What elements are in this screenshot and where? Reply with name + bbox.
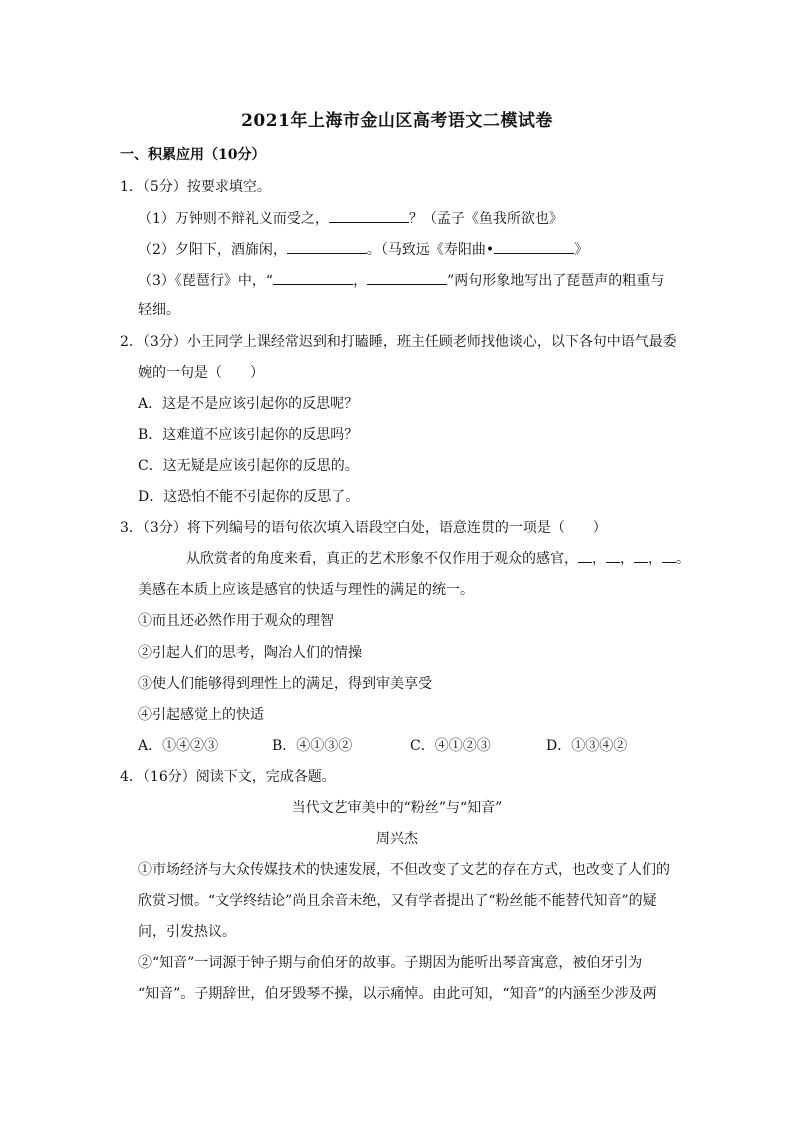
question-3-item-3: ③使人们能够得到理性上的满足，得到审美享受 [138,676,432,692]
answer-blank[interactable] [329,208,409,223]
question-2-stem: 2．（3分）小王同学上课经常迟到和打瞌睡，班主任顾老师找他谈心，以下各句中语气最委 [120,334,677,350]
question-3-passage-2: 美感在本质上应该是感官的快适与理性的满足的统一。 [138,582,474,598]
answer-blank[interactable] [494,239,574,254]
question-2-option-d[interactable]: D．这恐怕不能不引起你的反思了。 [138,489,360,505]
question-3-option-b[interactable]: B．④①③② [272,738,353,754]
question-1-item-2 [138,239,588,260]
answer-blank[interactable] [634,550,648,563]
answer-blank[interactable] [606,550,620,563]
answer-blank[interactable] [578,550,592,563]
article-paragraph-1-line-1: ①市场经济与大众传媒技术的快速发展，不但改变了文艺的存在方式，也改变了人们的 [138,862,670,878]
q1-item2-close: 》 [574,242,589,258]
question-1-item-3 [138,270,664,291]
answer-blank[interactable] [273,270,353,285]
question-1-item-3-cont: 轻细。 [138,302,180,318]
question-3-item-1: ①而且还必然作用于观众的理智 [138,613,334,629]
question-3-item-2: ②引起人们的思考，陶冶人们的情操 [138,645,362,661]
article-author: 周兴杰 [376,831,418,847]
question-3-stem: 3．（3分）将下列编号的语句依次填入语段空白处，语意连贯的一项是（ ） [120,520,607,536]
q1-item1-source: ？（孟子《鱼我所欲也》 [408,211,563,227]
section-heading: 一、积累应用（10分） [120,147,266,163]
question-2-option-c[interactable]: C．这无疑是应该引起你的反思的。 [138,458,359,474]
q3-sep: ， [648,551,662,567]
answer-blank[interactable] [662,550,676,563]
q1-item3-comma: ， [353,273,368,289]
q3-end: 。 [676,551,690,567]
question-3-item-4: ④引起感觉上的快适 [138,707,264,723]
q1-item2-source: 。（马致远《寿阳曲• [366,242,495,258]
question-3-option-a[interactable]: A．①④②③ [138,738,219,754]
q1-item1-text: （1）万钟则不辩礼义而受之， [138,211,329,227]
question-3-option-c[interactable]: C．④①②③ [410,738,491,754]
article-paragraph-2-line-2: “知音”。子期辞世，伯牙毁琴不操，以示痛悼。由此可知，“知音”的内涵至少涉及两 [138,986,657,1002]
article-paragraph-1-line-2: 欣赏习惯。“文学终结论”尚且余音未绝，又有学者提出了“粉丝能不能替代知音”的疑 [138,893,657,909]
question-2-stem-cont: 婉的一句是（ ） [138,365,264,381]
q1-item3-rest: ”两句形象地写出了琵琶声的粗重与 [447,273,665,289]
question-3-passage-1 [186,549,690,569]
question-3-option-d[interactable]: D．①③④② [546,738,628,754]
question-3-options [138,736,627,756]
article-paragraph-1-line-3: 问，引发热议。 [138,924,236,940]
question-2-option-b[interactable]: B．这难道不应该引起你的反思吗？ [138,427,359,443]
q3-passage-text: 从欣赏者的角度来看，真正的艺术形象不仅作用于观众的感官， [186,551,578,567]
page-title: 2021年上海市金山区高考语文二模试卷 [241,111,553,131]
answer-blank[interactable] [367,270,447,285]
q1-item3-text: （3）《琵琶行》中，“ [138,273,274,289]
article-title: 当代文艺审美中的“粉丝”与“知音” [291,800,503,816]
q1-item2-text: （2）夕阳下，酒旆闲， [138,242,287,258]
answer-blank[interactable] [287,239,367,254]
article-paragraph-2-line-1: ②“知音”一词源于钟子期与俞伯牙的故事。子期因为能听出琴音寓意，被伯牙引为 [138,955,643,971]
question-1-stem: 1．（5分）按要求填空。 [120,179,271,195]
question-2-option-a[interactable]: A．这是不是应该引起你的反思呢？ [138,396,359,412]
question-1-item-1 [138,208,563,229]
q3-sep: ， [592,551,606,567]
q3-sep: ， [620,551,634,567]
question-4-stem: 4．（16分）阅读下文，完成各题。 [120,769,336,785]
